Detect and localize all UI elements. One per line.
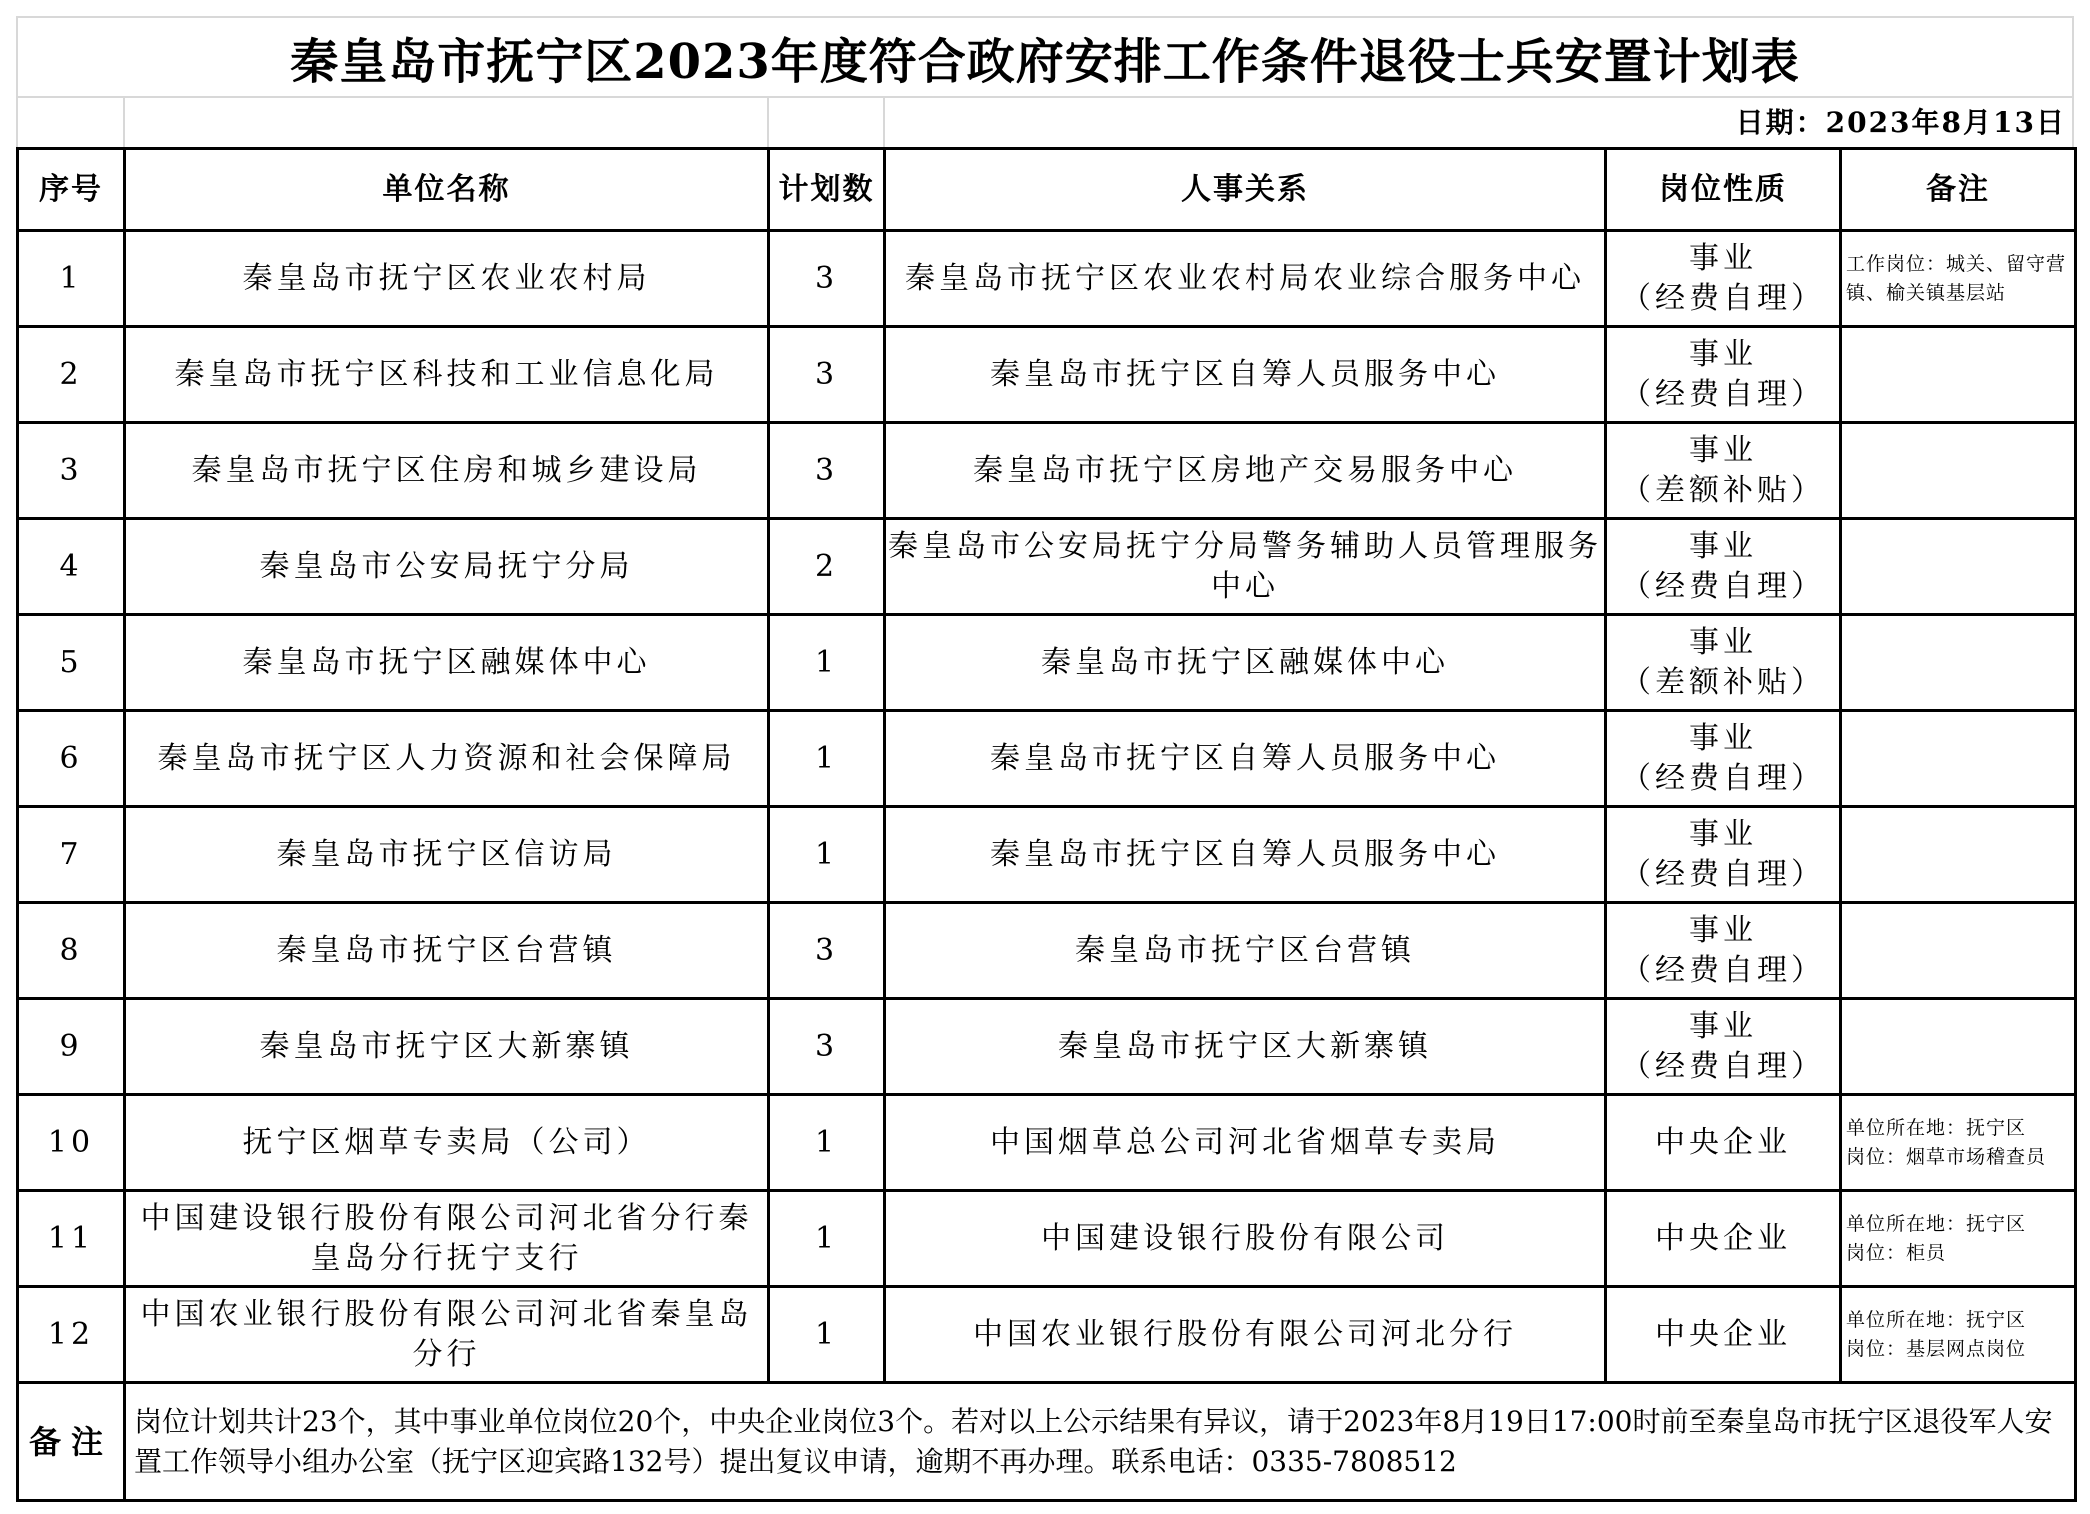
header-row bbox=[18, 149, 2076, 231]
cell-type bbox=[1606, 327, 1841, 423]
type-funding: （经费自理） bbox=[1621, 760, 1825, 796]
cell-note bbox=[1841, 999, 2076, 1095]
type-funding: （经费自理） bbox=[1621, 568, 1825, 604]
cell-relation: 秦皇岛市公安局抚宁分局警务辅助人员管理服务中心 bbox=[885, 519, 1606, 615]
cell-no: 11 bbox=[18, 1191, 125, 1287]
cell-note bbox=[1841, 807, 2076, 903]
type-funding: （经费自理） bbox=[1621, 952, 1825, 988]
table-row bbox=[18, 807, 2076, 903]
note-line: 单位所在地：抚宁区 bbox=[1846, 1308, 2027, 1331]
cell-no: 6 bbox=[18, 711, 125, 807]
cell-type bbox=[1606, 999, 1841, 1095]
header-count: 计划数 bbox=[769, 149, 885, 231]
cell-relation: 中国农业银行股份有限公司河北分行 bbox=[885, 1287, 1606, 1383]
header-note: 备注 bbox=[1841, 149, 2076, 231]
type-main: 事业 bbox=[1689, 336, 1757, 372]
table-row bbox=[18, 327, 2076, 423]
cell-relation: 中国烟草总公司河北省烟草专卖局 bbox=[885, 1095, 1606, 1191]
type-funding: （经费自理） bbox=[1621, 1048, 1825, 1084]
type-main: 事业 bbox=[1689, 912, 1757, 948]
cell-type bbox=[1606, 903, 1841, 999]
table-row bbox=[18, 423, 2076, 519]
type-main: 事业 bbox=[1689, 720, 1757, 756]
table-row bbox=[18, 903, 2076, 999]
cell-type bbox=[1606, 615, 1841, 711]
header-relation: 人事关系 bbox=[885, 149, 1606, 231]
table-row bbox=[18, 231, 2076, 327]
cell-type bbox=[1606, 423, 1841, 519]
cell-type bbox=[1606, 711, 1841, 807]
note-line: 工作岗位：城关、留守营镇、榆关镇基层站 bbox=[1846, 252, 2067, 304]
cell-no: 1 bbox=[18, 231, 125, 327]
cell-no: 2 bbox=[18, 327, 125, 423]
cell-no: 3 bbox=[18, 423, 125, 519]
cell-count: 2 bbox=[769, 519, 885, 615]
note-line: 单位所在地：抚宁区 bbox=[1846, 1116, 2027, 1139]
cell-relation: 秦皇岛市抚宁区农业农村局农业综合服务中心 bbox=[885, 231, 1606, 327]
note-line: 岗位：基层网点岗位 bbox=[1846, 1337, 2027, 1360]
table-row bbox=[18, 999, 2076, 1095]
cell-count: 1 bbox=[769, 1095, 885, 1191]
cell-note bbox=[1841, 327, 2076, 423]
cell-unit: 秦皇岛市抚宁区住房和城乡建设局 bbox=[125, 423, 769, 519]
type-funding: （经费自理） bbox=[1621, 856, 1825, 892]
cell-relation: 秦皇岛市抚宁区台营镇 bbox=[885, 903, 1606, 999]
date-row bbox=[16, 96, 2074, 147]
cell-note bbox=[1841, 711, 2076, 807]
cell-count: 1 bbox=[769, 1287, 885, 1383]
empty-cell bbox=[125, 98, 769, 147]
cell-note bbox=[1841, 519, 2076, 615]
cell-relation: 秦皇岛市抚宁区自筹人员服务中心 bbox=[885, 807, 1606, 903]
cell-relation: 秦皇岛市抚宁区融媒体中心 bbox=[885, 615, 1606, 711]
cell-type bbox=[1606, 807, 1841, 903]
cell-no: 12 bbox=[18, 1287, 125, 1383]
cell-no: 7 bbox=[18, 807, 125, 903]
cell-unit: 秦皇岛市抚宁区台营镇 bbox=[125, 903, 769, 999]
cell-unit: 秦皇岛市抚宁区人力资源和社会保障局 bbox=[125, 711, 769, 807]
table-row bbox=[18, 615, 2076, 711]
cell-count: 3 bbox=[769, 327, 885, 423]
cell-type bbox=[1606, 1287, 1841, 1383]
cell-unit: 秦皇岛市抚宁区农业农村局 bbox=[125, 231, 769, 327]
cell-count: 3 bbox=[769, 999, 885, 1095]
cell-note bbox=[1841, 1287, 2076, 1383]
cell-type bbox=[1606, 1095, 1841, 1191]
footer-row bbox=[18, 1383, 2076, 1501]
cell-count: 3 bbox=[769, 231, 885, 327]
type-main: 事业 bbox=[1689, 432, 1757, 468]
type-main: 事业 bbox=[1689, 1008, 1757, 1044]
cell-count: 1 bbox=[769, 711, 885, 807]
type-main: 事业 bbox=[1689, 816, 1757, 852]
date-label: 日期：2023年8月13日 bbox=[1735, 106, 2066, 139]
cell-relation: 秦皇岛市抚宁区自筹人员服务中心 bbox=[885, 327, 1606, 423]
cell-note bbox=[1841, 615, 2076, 711]
header-no: 序号 bbox=[18, 149, 125, 231]
cell-unit: 秦皇岛市抚宁区大新寨镇 bbox=[125, 999, 769, 1095]
table-row bbox=[18, 1191, 2076, 1287]
cell-unit: 秦皇岛市抚宁区科技和工业信息化局 bbox=[125, 327, 769, 423]
cell-unit: 秦皇岛市抚宁区信访局 bbox=[125, 807, 769, 903]
type-funding: （差额补贴） bbox=[1621, 472, 1825, 508]
cell-no: 8 bbox=[18, 903, 125, 999]
footer-text: 岗位计划共计23个，其中事业单位岗位20个，中央企业岗位3个。若对以上公示结果有异议，请于2023年8月19日17:00时前至秦皇岛市抚宁区退役军人安置工作领导小组办公室（抚宁区迎宾路132号）提出复议申请，逾期不再办理。联系电话：0335-7808512 bbox=[125, 1383, 2076, 1501]
cell-note bbox=[1841, 1095, 2076, 1191]
cell-type bbox=[1606, 519, 1841, 615]
cell-unit: 中国建设银行股份有限公司河北省分行秦皇岛分行抚宁支行 bbox=[125, 1191, 769, 1287]
table-row bbox=[18, 1287, 2076, 1383]
footer-label: 备注 bbox=[18, 1383, 125, 1501]
cell-note bbox=[1841, 1191, 2076, 1287]
cell-no: 5 bbox=[18, 615, 125, 711]
cell-unit: 秦皇岛市抚宁区融媒体中心 bbox=[125, 615, 769, 711]
note-line: 单位所在地：抚宁区 bbox=[1846, 1212, 2027, 1235]
cell-no: 10 bbox=[18, 1095, 125, 1191]
header-unit: 单位名称 bbox=[125, 149, 769, 231]
type-main: 事业 bbox=[1689, 528, 1757, 564]
sheet-title: 秦皇岛市抚宁区2023年度符合政府安排工作条件退役士兵安置计划表 bbox=[16, 16, 2074, 96]
cell-unit: 抚宁区烟草专卖局（公司） bbox=[125, 1095, 769, 1191]
type-main: 事业 bbox=[1689, 240, 1757, 276]
table-row bbox=[18, 1095, 2076, 1191]
cell-note bbox=[1841, 423, 2076, 519]
cell-type bbox=[1606, 231, 1841, 327]
cell-relation: 秦皇岛市抚宁区房地产交易服务中心 bbox=[885, 423, 1606, 519]
cell-unit: 秦皇岛市公安局抚宁分局 bbox=[125, 519, 769, 615]
cell-count: 1 bbox=[769, 615, 885, 711]
cell-count: 1 bbox=[769, 1191, 885, 1287]
table-row bbox=[18, 711, 2076, 807]
cell-no: 9 bbox=[18, 999, 125, 1095]
empty-cell bbox=[18, 98, 125, 147]
cell-type bbox=[1606, 1191, 1841, 1287]
note-line: 岗位：柜员 bbox=[1846, 1241, 1947, 1264]
cell-note bbox=[1841, 903, 2076, 999]
type-main: 中央企业 bbox=[1655, 1316, 1791, 1352]
cell-count: 3 bbox=[769, 423, 885, 519]
cell-relation: 秦皇岛市抚宁区大新寨镇 bbox=[885, 999, 1606, 1095]
note-line: 岗位：烟草市场稽查员 bbox=[1846, 1145, 2047, 1168]
table-row bbox=[18, 519, 2076, 615]
type-main: 中央企业 bbox=[1655, 1124, 1791, 1160]
cell-count: 1 bbox=[769, 807, 885, 903]
plan-sheet bbox=[16, 16, 2074, 1502]
type-funding: （经费自理） bbox=[1621, 280, 1825, 316]
cell-relation: 中国建设银行股份有限公司 bbox=[885, 1191, 1606, 1287]
empty-cell bbox=[769, 98, 885, 147]
cell-unit: 中国农业银行股份有限公司河北省秦皇岛分行 bbox=[125, 1287, 769, 1383]
cell-no: 4 bbox=[18, 519, 125, 615]
type-main: 事业 bbox=[1689, 624, 1757, 660]
cell-count: 3 bbox=[769, 903, 885, 999]
cell-note bbox=[1841, 231, 2076, 327]
header-type: 岗位性质 bbox=[1606, 149, 1841, 231]
type-main: 中央企业 bbox=[1655, 1220, 1791, 1256]
type-funding: （差额补贴） bbox=[1621, 664, 1825, 700]
type-funding: （经费自理） bbox=[1621, 376, 1825, 412]
plan-table bbox=[16, 147, 2077, 1502]
cell-relation: 秦皇岛市抚宁区自筹人员服务中心 bbox=[885, 711, 1606, 807]
